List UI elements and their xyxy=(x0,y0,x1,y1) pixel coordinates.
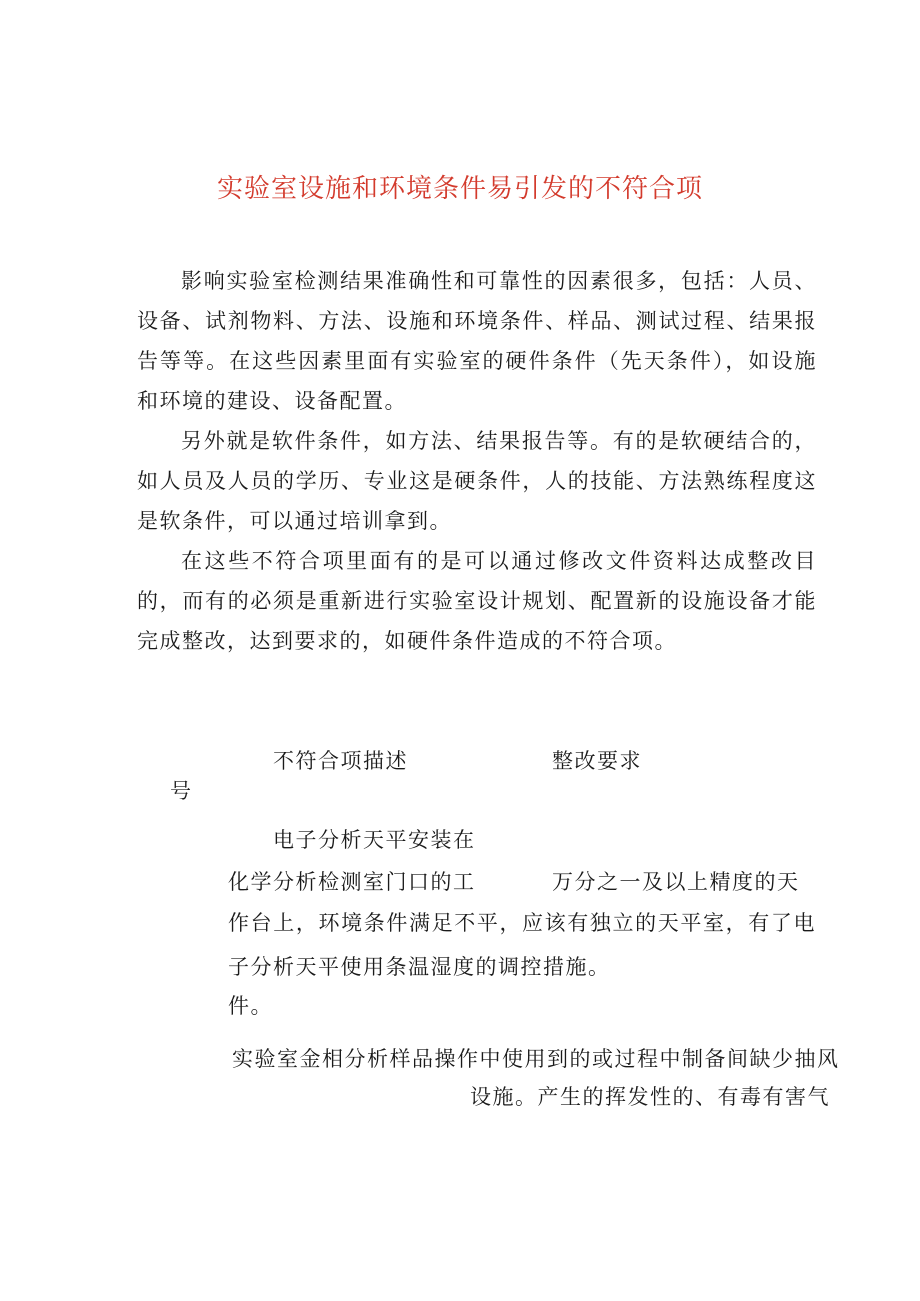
table-header-description: 不符合项描述 xyxy=(273,749,408,773)
row2-line1: 实验室金相分析样品操作中使用到的或过程中制备间缺少抽风 xyxy=(232,1047,840,1071)
row1-requirement-line1: 万分之一及以上精度的天 xyxy=(552,870,800,894)
paragraph-1: 影响实验室检测结果准确性和可靠性的因素很多，包括：人员、设备、试剂物料、方法、设施和环境条件、样品、测试过程、结果报告等等。在这些因素里面有实验室的硬件条件（先天条件），如设施和环境的建设、设备配置。 xyxy=(137,269,817,413)
row1-tail: 件。 xyxy=(228,994,273,1018)
row1-merged-text: 作台上，环境条件满足不平，应该有独立的天平室，有了电子分析天平使用条温湿度的调控措施。 xyxy=(228,911,816,979)
row1-description-line2: 化学分析检测室门口的工 xyxy=(228,870,476,894)
table-header-number: 号 xyxy=(170,779,193,803)
row1-description-line1: 电子分析天平安装在 xyxy=(273,828,476,852)
document-title: 实验室设施和环境条件易引发的不符合项 xyxy=(216,174,703,204)
table-header-requirement: 整改要求 xyxy=(552,749,642,773)
paragraph-2: 另外就是软件条件，如方法、结果报告等。有的是软硬结合的，如人员及人员的学历、专业这是硬条件，人的技能、方法熟练程度这是软条件，可以通过培训拿到。 xyxy=(137,429,817,533)
row2-line2: 设施。产生的挥发性的、有毒有害气 xyxy=(470,1085,830,1109)
paragraph-3: 在这些不符合项里面有的是可以通过修改文件资料达成整改目的，而有的必须是重新进行实验室设计规划、配置新的设施设备才能完成整改，达到要求的，如硬件条件造成的不符合项。 xyxy=(137,549,817,653)
